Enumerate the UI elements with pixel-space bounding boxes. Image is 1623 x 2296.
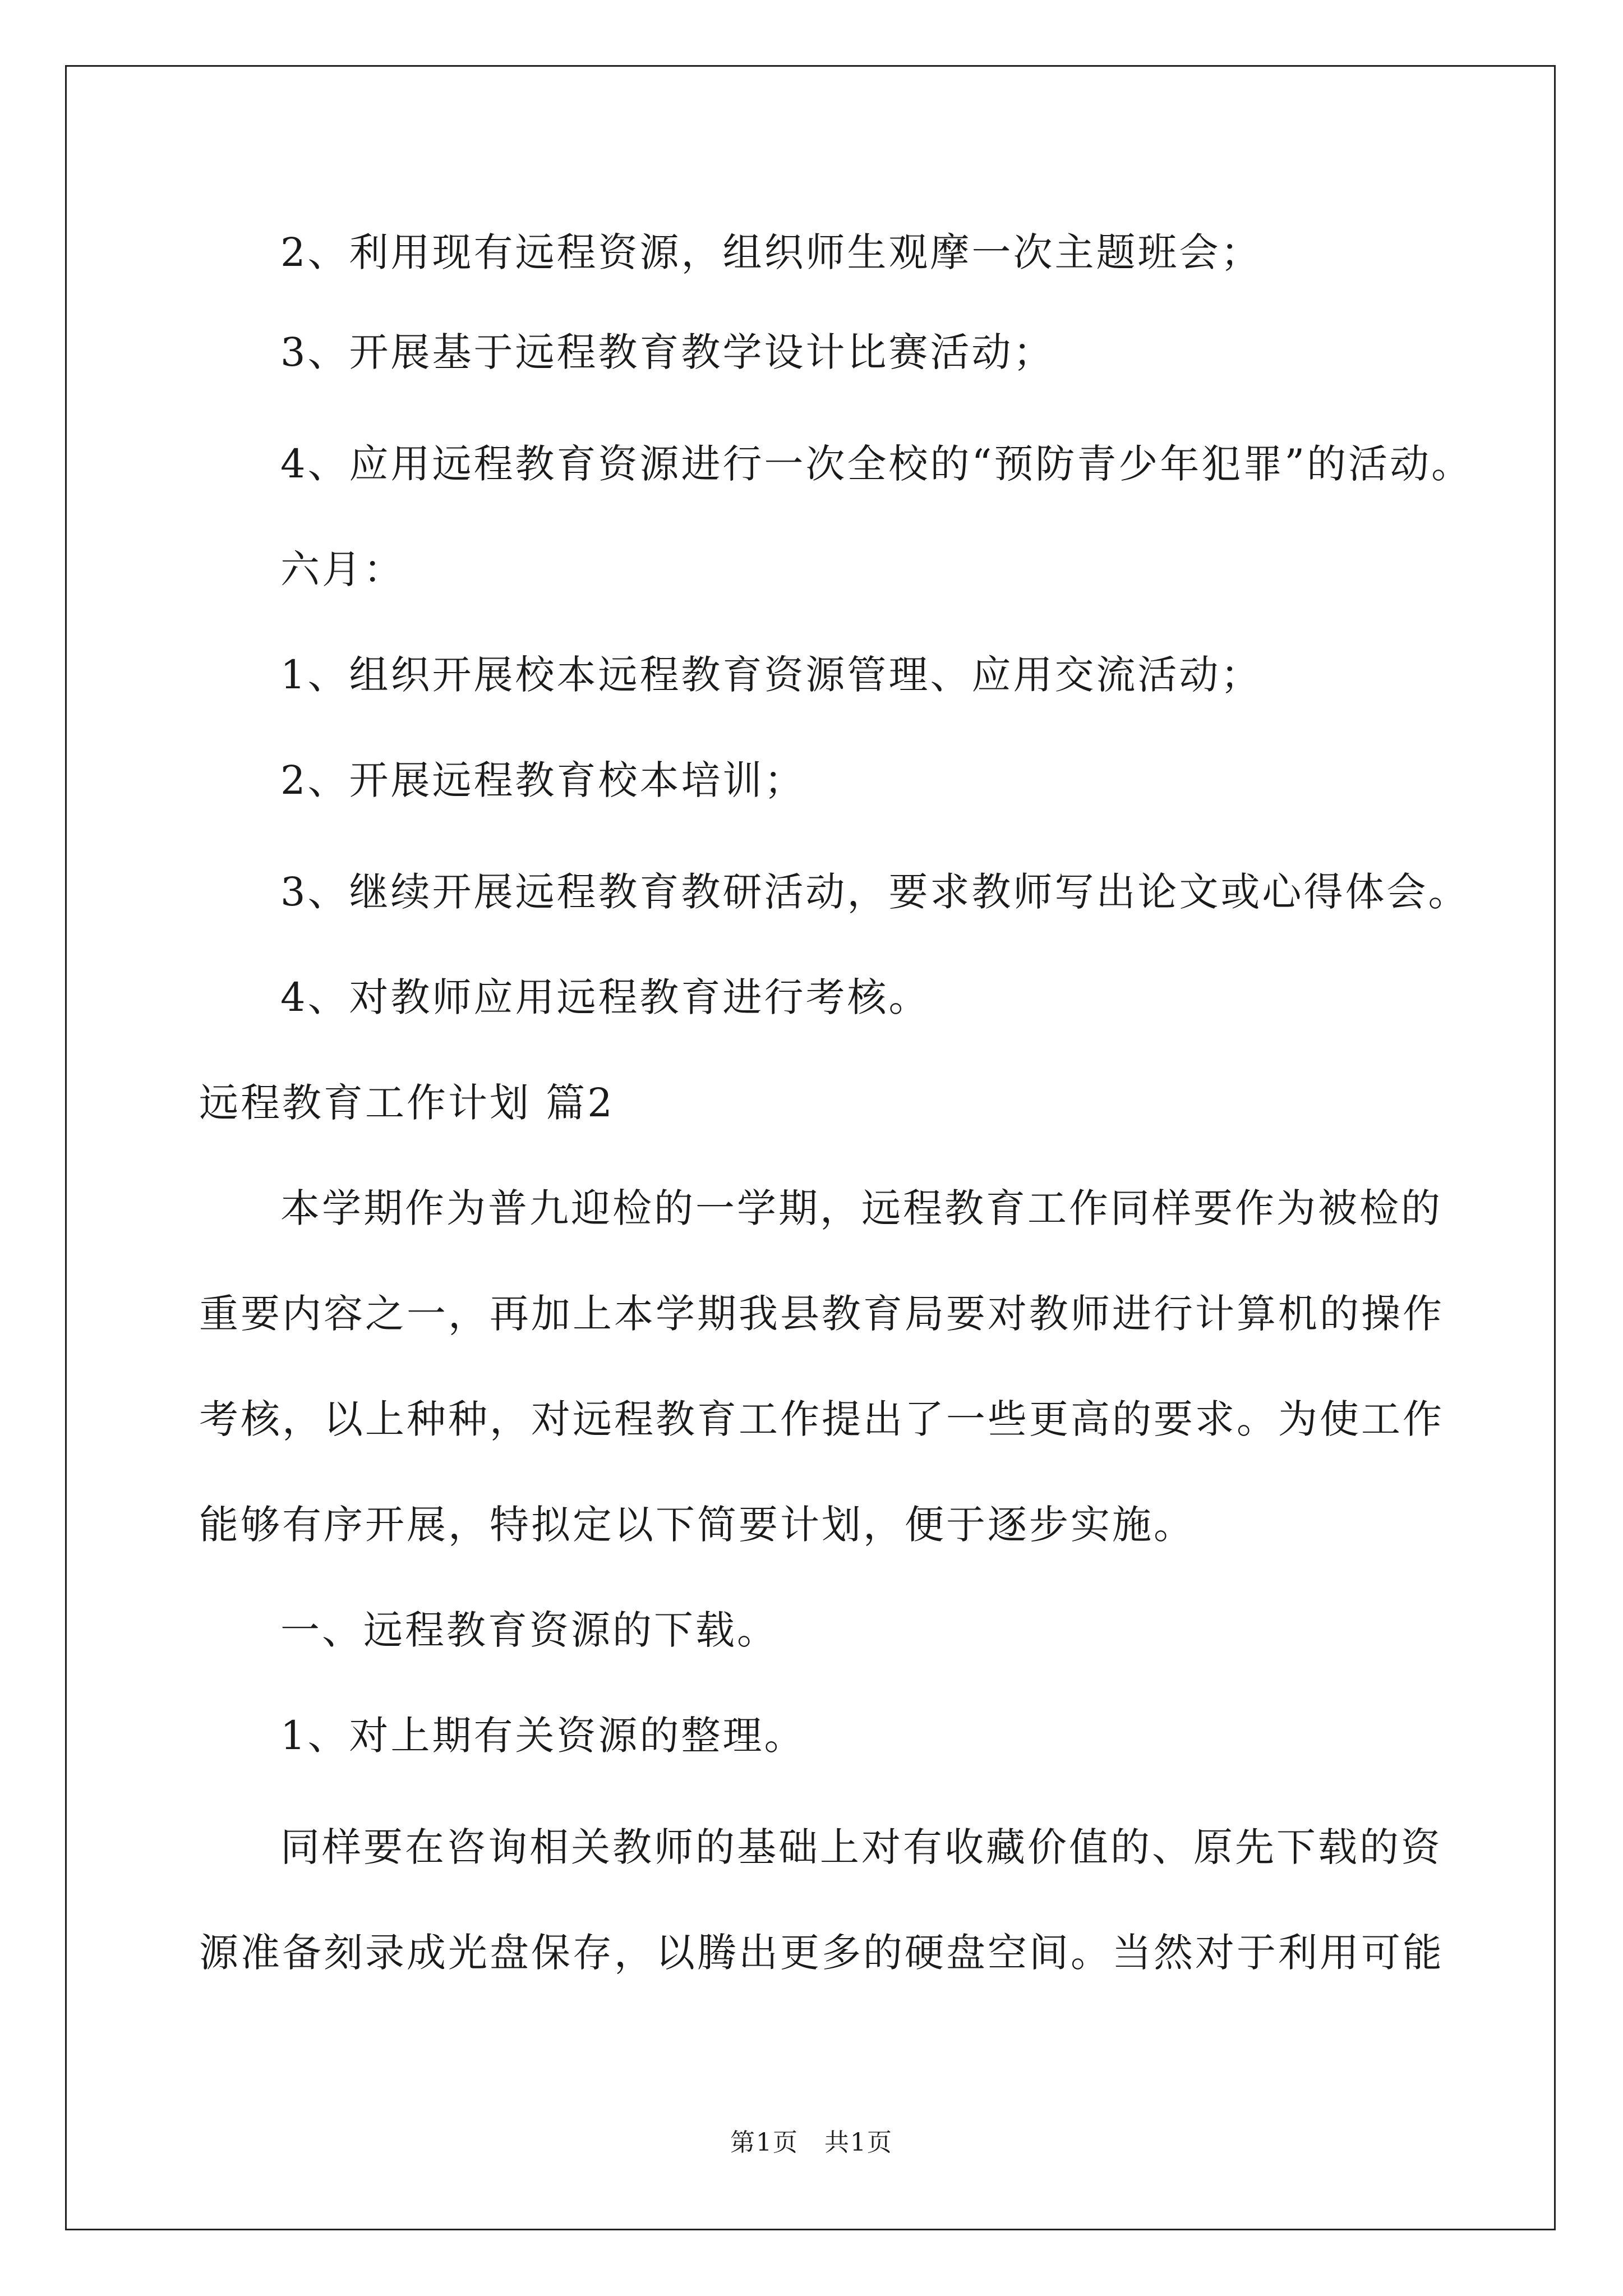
paragraph-line: 4、对教师应用远程教育进行考核。 — [280, 974, 930, 1020]
section-label: 六月： — [280, 546, 405, 592]
page-footer: 第1页 共1页 — [730, 2128, 893, 2157]
paragraph-line: 重要内容之一，再加上本学期我县教育局要对教师进行计算机的操作 — [199, 1291, 1444, 1337]
paragraph-line: 本学期作为普九迎检的一学期，远程教育工作同样要作为被检的 — [280, 1185, 1442, 1231]
paragraph-line: 2、开展远程教育校本培训； — [280, 757, 806, 803]
page-border — [65, 65, 1556, 2230]
paragraph-line: 考核，以上种种，对远程教育工作提出了一些更高的要求。为使工作 — [199, 1396, 1444, 1442]
paragraph-line: 2、利用现有远程资源，组织师生观摩一次主题班会； — [280, 229, 1262, 275]
paragraph-line: 能够有序开展，特拟定以下简要计划，便于逐步实施。 — [199, 1502, 1195, 1548]
paragraph-line: 1、对上期有关资源的整理。 — [280, 1713, 806, 1759]
paragraph-line: 同样要在咨询相关教师的基础上对有收藏价值的、原先下载的资 — [280, 1824, 1442, 1870]
paragraph-line: 4、应用远程教育资源进行一次全校的“预防青少年犯罪”的活动。 — [280, 441, 1473, 487]
paragraph-line: 3、继续开展远程教育教研活动，要求教师写出论文或心得体会。 — [280, 869, 1470, 915]
section-heading: 远程教育工作计划 篇2 — [199, 1080, 615, 1126]
paragraph-line: 一、远程教育资源的下载。 — [280, 1607, 778, 1653]
paragraph-line: 源准备刻录成光盘保存，以腾出更多的硬盘空间。当然对于利用可能 — [199, 1930, 1444, 1976]
paragraph-line: 1、组织开展校本远程教育资源管理、应用交流活动； — [280, 652, 1262, 698]
paragraph-line: 3、开展基于远程教育教学设计比赛活动； — [280, 329, 1055, 375]
